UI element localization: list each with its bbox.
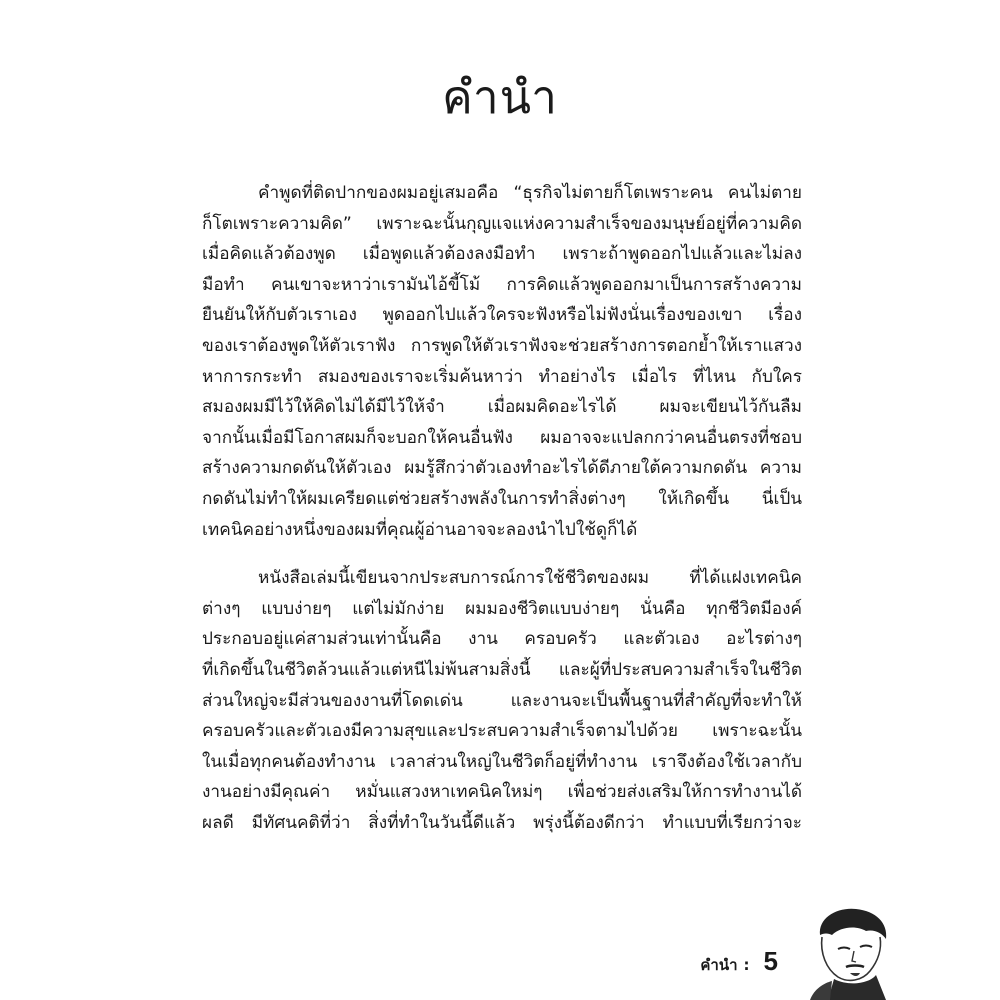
text-line: หนังสือเล่มนี้เขียนจากประสบการณ์การใช้ชีวิตของผม ที่ได้แฝงเทคนิค <box>258 568 802 589</box>
text-line: ที่เกิดขึ้นในชีวิตล้วนแล้วแต่หนีไม่พ้นสามสิ่งนี้ และผู้ที่ประสบความสำเร็จในชีวิต <box>202 659 802 680</box>
page-footer <box>700 946 778 977</box>
text-line: มือทำ คนเขาจะหาว่าเรามันไอ้ขี้โม้ การคิดแล้วพูดออกมาเป็นการสร้างความ <box>202 274 802 295</box>
paragraph-2 <box>202 563 802 838</box>
text-line: ผลดี มีทัศนคติที่ว่า สิ่งที่ทำในวันนี้ดีแล้ว พรุ่งนี้ต้องดีกว่า ทำแบบที่เรียกว่าจะ <box>202 812 802 833</box>
page-number: 5 <box>763 946 778 976</box>
text-line: ยืนยันให้กับตัวเราเอง พูดออกไปแล้วใครจะฟังหรือไม่ฟังนั่นเรื่องของเขา เรื่อง <box>202 305 802 326</box>
paragraph-1 <box>202 178 802 545</box>
text-line: หาการกระทำ สมองของเราจะเริ่มค้นหาว่า ทำอย่างไร เมื่อไร ที่ไหน กับใคร <box>202 366 802 387</box>
text-line: ต่างๆ แบบง่ายๆ แต่ไม่มักง่าย ผมมองชีวิตแบบง่ายๆ นั่นคือ ทุกชีวิตมีองค์ <box>202 598 802 619</box>
text-line: คำพูดที่ติดปากของผมอยู่เสมอคือ “ธุรกิจไม่ตายก็โตเพราะคน คนไม่ตาย <box>258 183 802 203</box>
text-line: จากนั้นเมื่อมีโอกาสผมก็จะบอกให้คนอื่นฟัง ผมอาจจะแปลกกว่าคนอื่นตรงที่ชอบ <box>202 427 802 448</box>
author-portrait-icon <box>790 905 900 1000</box>
paragraph-gap <box>202 545 802 563</box>
text-line: เมื่อคิดแล้วต้องพูด เมื่อพูดแล้วต้องลงมือทำ เพราะถ้าพูดออกไปแล้วและไม่ลง <box>202 244 802 265</box>
text-line: งานอย่างมีคุณค่า หมั่นแสวงหาเทคนิคใหม่ๆ เพื่อช่วยส่งเสริมให้การทำงานได้ <box>202 782 802 803</box>
text-line: ประกอบอยู่แค่สามส่วนเท่านั้นคือ งาน ครอบครัว และตัวเอง อะไรต่างๆ <box>202 629 802 650</box>
text-line: สร้างความกดดันให้ตัวเอง ผมรู้สึกว่าตัวเองทำอะไรได้ดีภายใต้ความกดดัน ความ <box>202 458 802 479</box>
text-line: ส่วนใหญ่จะมีส่วนของงานที่โดดเด่น และงานจะเป็นพื้นฐานที่สำคัญที่จะทำให้ <box>202 690 802 711</box>
page-title: คำนำ <box>442 69 558 124</box>
text-line: ในเมื่อทุกคนต้องทำงาน เวลาส่วนใหญ่ในชีวิตก็อยู่ที่ทำงาน เราจึงต้องใช้เวลากับ <box>202 751 802 772</box>
footer-section-label: คำนำ <box>700 956 738 974</box>
text-line: ครอบครัวและตัวเองมีความสุขและประสบความสำเร็จตามไปด้วย เพราะฉะนั้น <box>202 721 802 742</box>
footer-colon: : <box>743 956 750 974</box>
text-line: ของเราต้องพูดให้ตัวเราฟัง การพูดให้ตัวเราฟังจะช่วยสร้างการตอกย้ำให้เราแสวง <box>202 335 802 356</box>
body-text <box>202 178 802 838</box>
text-line: สมองผมมีไว้ให้คิดไม่ได้มีไว้ให้จำ เมื่อผมคิดอะไรได้ ผมจะเขียนไว้กันลืม <box>202 397 802 418</box>
text-line: กดดันไม่ทำให้ผมเครียดแต่ช่วยสร้างพลังในการทำสิ่งต่างๆ ให้เกิดขึ้น นี่เป็น <box>202 488 802 509</box>
text-line: ก็โตเพราะความคิด” เพราะฉะนั้นกุญแจแห่งความสำเร็จของมนุษย์อยู่ที่ความคิด <box>202 213 802 234</box>
text-line: เทคนิคอย่างหนึ่งของผมที่คุณผู้อ่านอาจจะลองนำไปใช้ดูก็ได้ <box>202 519 638 540</box>
